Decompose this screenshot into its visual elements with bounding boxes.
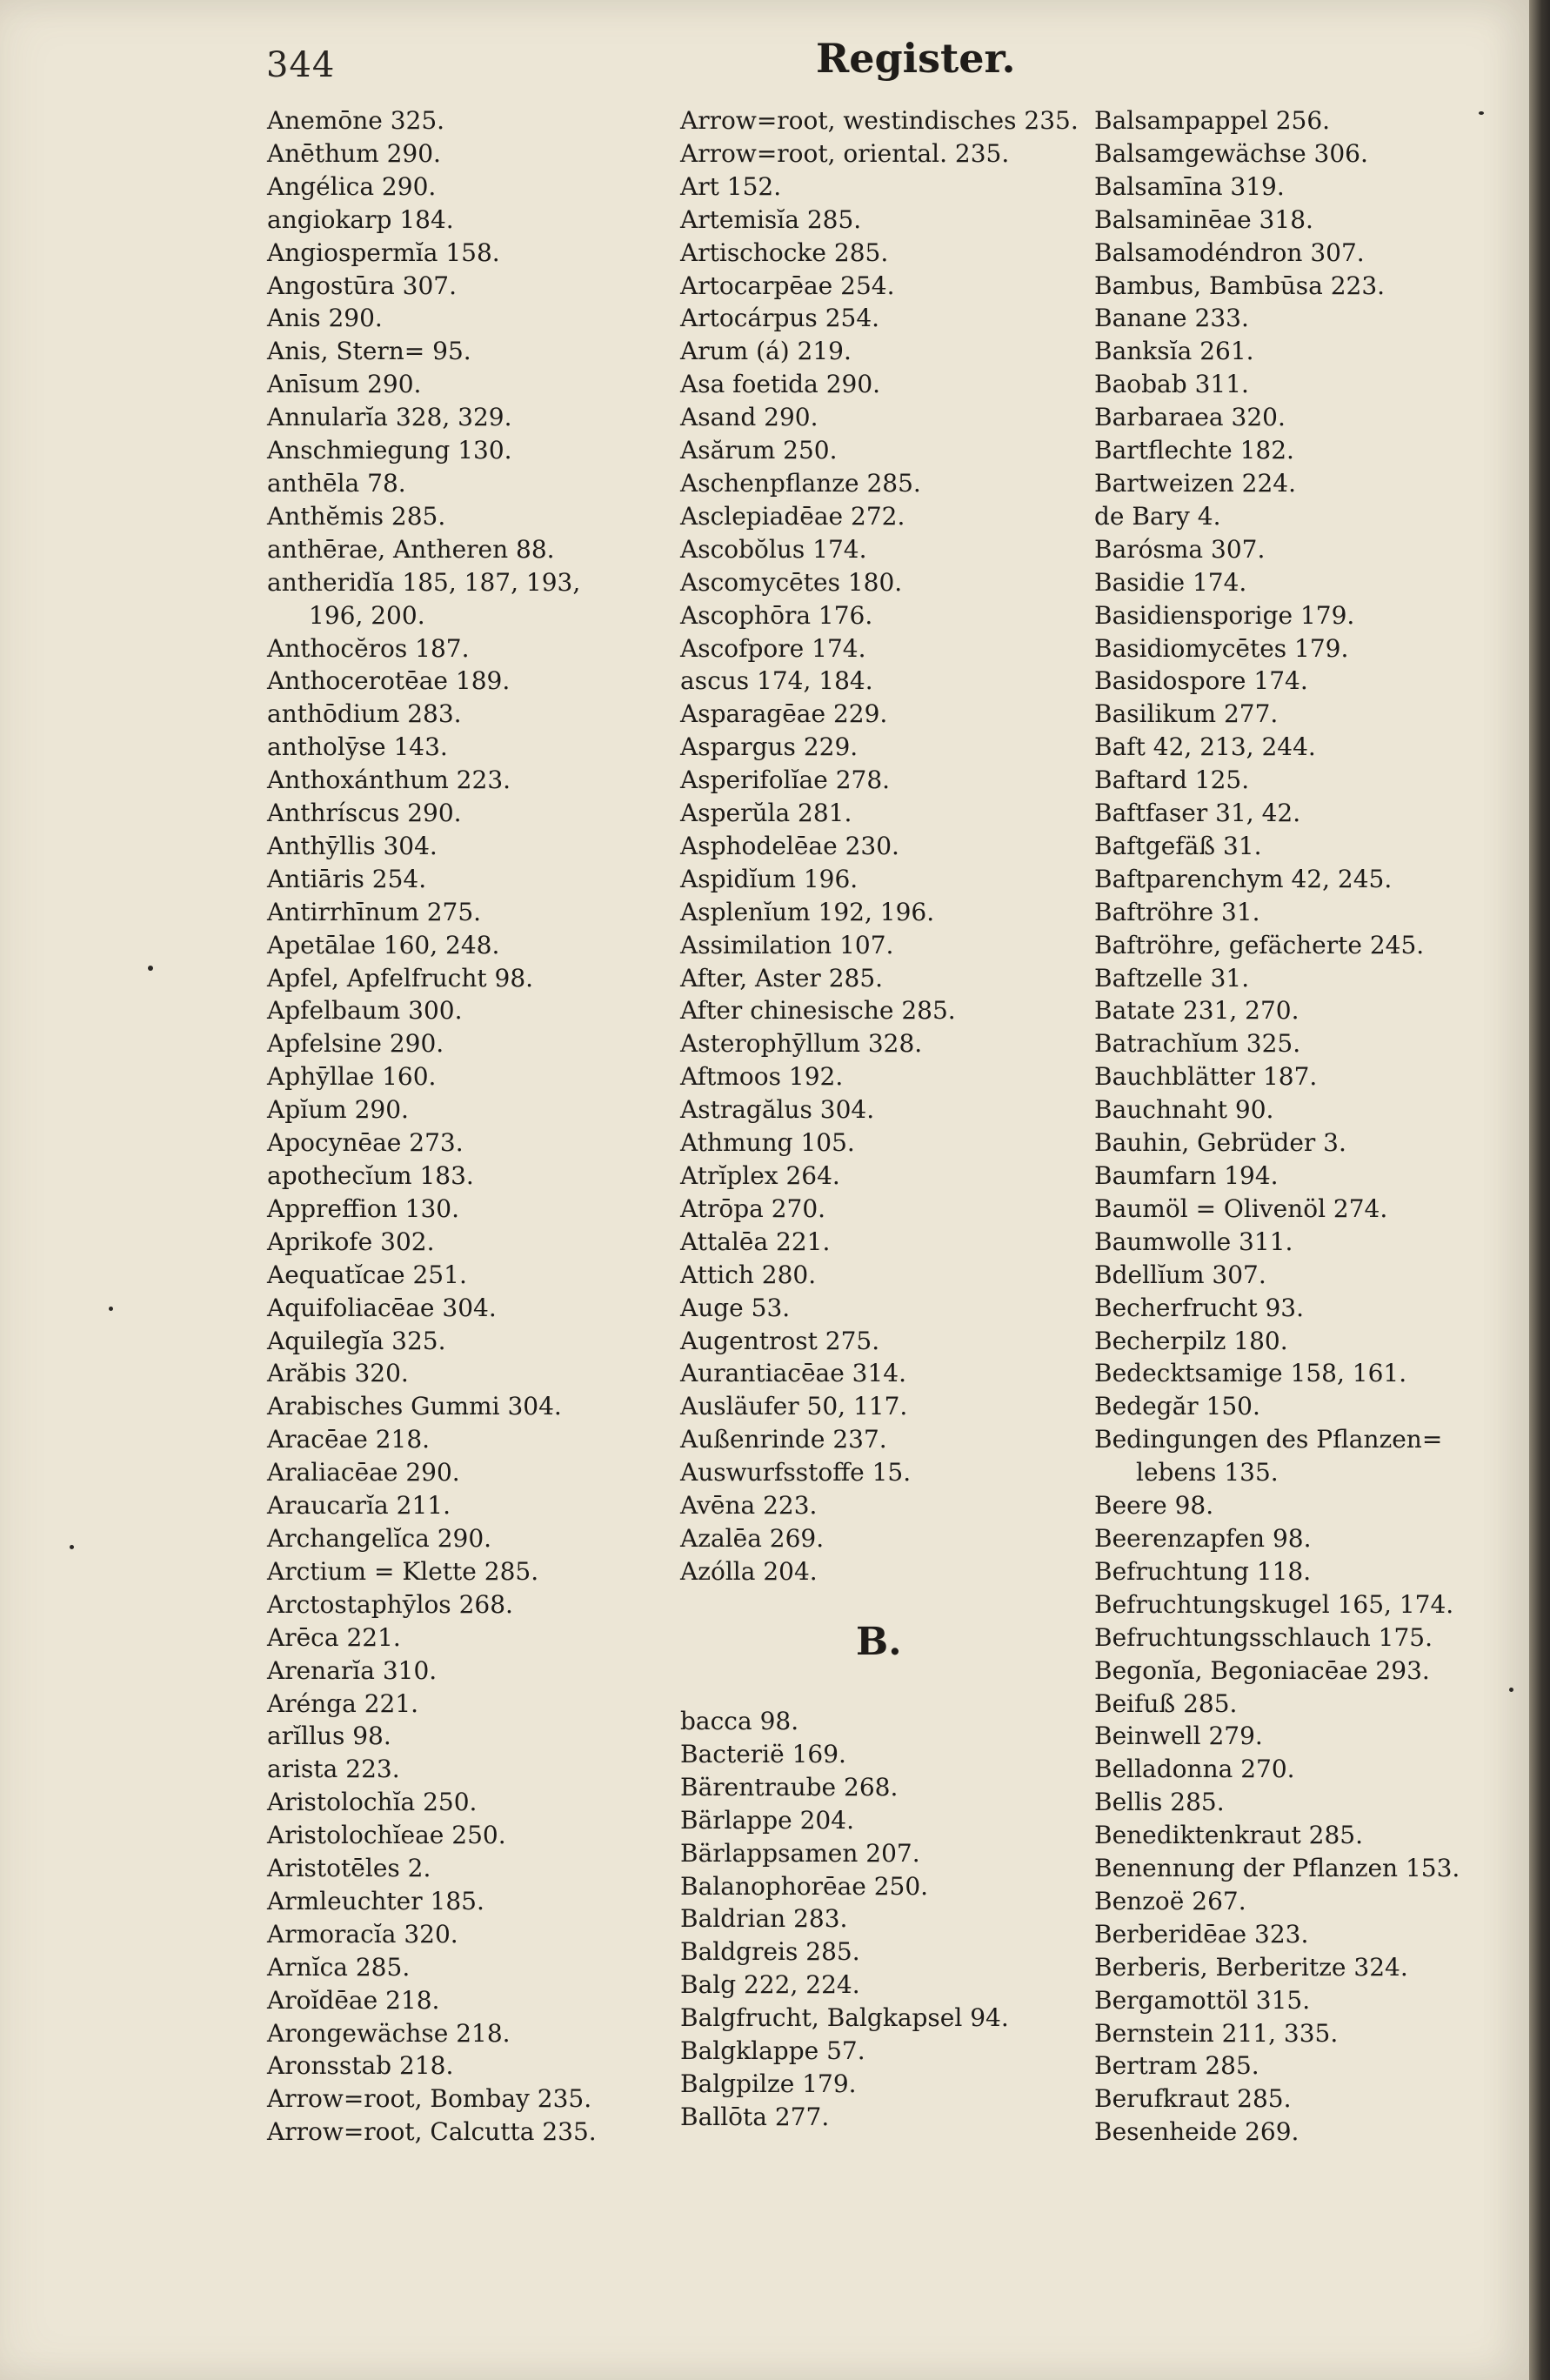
index-entry: Bernstein 211, 335. bbox=[1094, 2018, 1339, 2048]
index-entry: Basilikum 277. bbox=[1094, 699, 1279, 729]
index-entry: Ascobŏlus 174. bbox=[680, 534, 867, 564]
index-entry: Antirrhīnum 275. bbox=[267, 897, 482, 926]
ink-speck bbox=[70, 1545, 74, 1549]
index-entry: Bedingungen des Pflanzen= bbox=[1094, 1425, 1443, 1454]
index-entry: Anthoxánthum 223. bbox=[267, 765, 511, 795]
index-entry: Bacterië 169. bbox=[680, 1739, 846, 1768]
index-entry: Baftparenchym 42, 245. bbox=[1094, 864, 1393, 893]
index-entry: Becherpilz 180. bbox=[1094, 1326, 1288, 1355]
index-entry: Balgfrucht, Balgkapsel 94. bbox=[680, 2003, 1009, 2033]
index-entry: Arrow=root, westindisches 235. bbox=[680, 106, 1079, 135]
index-entry: Aspidĭum 196. bbox=[680, 864, 859, 893]
index-entry: anthērae, Antheren 88. bbox=[267, 534, 555, 564]
index-entry: Anthȳllis 304. bbox=[267, 831, 438, 860]
index-entry: Basidospore 174. bbox=[1094, 666, 1308, 696]
index-entry: Bärentraube 268. bbox=[680, 1772, 899, 1802]
index-entry: Baumwolle 311. bbox=[1094, 1227, 1293, 1256]
index-entry: Batate 231, 270. bbox=[1094, 996, 1299, 1026]
index-entry: anthōdium 283. bbox=[267, 699, 462, 729]
page-number: 344 bbox=[266, 45, 336, 85]
book-gutter-edge bbox=[1529, 0, 1550, 2380]
index-entry: Basidie 174. bbox=[1094, 567, 1247, 597]
index-entry: de Bary 4. bbox=[1094, 501, 1221, 531]
index-entry: Asparagēae 229. bbox=[680, 699, 888, 729]
index-entry: Balanophorēae 250. bbox=[680, 1871, 929, 1901]
index-entry: Apfel, Apfelfrucht 98. bbox=[267, 963, 534, 993]
index-entry: angiokarp 184. bbox=[267, 204, 454, 234]
index-entry: Banane 233. bbox=[1094, 304, 1249, 333]
index-entry: Befruchtungsschlauch 175. bbox=[1094, 1622, 1433, 1652]
ink-speck bbox=[109, 1307, 113, 1311]
index-entry: Befruchtung 118. bbox=[1094, 1556, 1312, 1586]
index-entry: Berberidēae 323. bbox=[1094, 1919, 1309, 1949]
index-entry: Beinwell 279. bbox=[1094, 1721, 1263, 1751]
index-entry: Asărum 250. bbox=[680, 436, 838, 465]
index-entry: Anīsum 290. bbox=[267, 370, 422, 399]
index-entry: Balsamgewächse 306. bbox=[1094, 138, 1368, 168]
index-entry: Arrow=root, oriental. 235. bbox=[680, 138, 1010, 168]
index-entry: Arénga 221. bbox=[267, 1688, 419, 1718]
index-entry: Arum (á) 219. bbox=[680, 337, 852, 366]
ink-speck bbox=[1479, 111, 1484, 115]
index-entry: Basidiomycētes 179. bbox=[1094, 633, 1349, 663]
index-entry: Beere 98. bbox=[1094, 1491, 1214, 1521]
index-entry: Arabisches Gummi 304. bbox=[267, 1392, 562, 1421]
index-entry: Arctium = Klette 285. bbox=[267, 1556, 539, 1586]
index-entry: After chinesische 285. bbox=[680, 996, 956, 1026]
index-entry: Apetālae 160, 248. bbox=[267, 930, 500, 959]
index-entry: Benediktenkraut 285. bbox=[1094, 1821, 1364, 1850]
index-entry: Aristotēles 2. bbox=[267, 1854, 431, 1883]
index-entry: Asplenĭum 192, 196. bbox=[680, 897, 935, 926]
index-entry: Anēthum 290. bbox=[267, 138, 441, 168]
index-entry: Apocynēae 273. bbox=[267, 1128, 464, 1158]
index-entry: Arrow=root, Bombay 235. bbox=[267, 2084, 592, 2114]
index-entry: Aprikofe 302. bbox=[267, 1227, 435, 1256]
index-entry: Bärlappe 204. bbox=[680, 1805, 854, 1835]
index-column-3 bbox=[1094, 104, 1529, 2149]
index-entry: Aronsstab 218. bbox=[267, 2051, 454, 2081]
index-entry: Bärlappsamen 207. bbox=[680, 1838, 920, 1868]
index-entry: Astragălus 304. bbox=[680, 1095, 875, 1125]
index-entry: Aschenpflanze 285. bbox=[680, 468, 921, 498]
index-entry: Assimilation 107. bbox=[680, 930, 894, 959]
index-entry: Angiospermĭa 158. bbox=[267, 237, 500, 267]
index-entry: Becherfrucht 93. bbox=[1094, 1293, 1304, 1322]
ink-speck bbox=[1509, 1688, 1513, 1692]
index-entry: Ausläufer 50, 117. bbox=[680, 1392, 908, 1421]
index-entry: Baft 42, 213, 244. bbox=[1094, 732, 1316, 762]
index-entry: Anschmiegung 130. bbox=[267, 436, 512, 465]
index-entry: Barbaraea 320. bbox=[1094, 403, 1286, 432]
index-entry: Arnĭca 285. bbox=[267, 1952, 411, 1982]
index-entry: Atrōpa 270. bbox=[680, 1193, 826, 1223]
index-entry: Asclepiadēae 272. bbox=[680, 501, 905, 531]
index-entry: Aurantiacēae 314. bbox=[680, 1359, 907, 1388]
index-entry: Baumfarn 194. bbox=[1094, 1161, 1279, 1190]
index-entry: antheridĭa 185, 187, 193, bbox=[267, 567, 581, 597]
index-entry: Appreffion 130. bbox=[267, 1193, 460, 1223]
index-entry: Aquifoliacēae 304. bbox=[267, 1293, 497, 1322]
index-entry: Aroĭdēae 218. bbox=[267, 1985, 440, 2015]
index-entry: Apĭum 290. bbox=[267, 1095, 409, 1125]
index-entry: Balgklappe 57. bbox=[680, 2036, 865, 2066]
index-entry: bacca 98. bbox=[680, 1707, 799, 1735]
index-entry: Avēna 223. bbox=[680, 1491, 818, 1521]
index-entry: Balsamodéndron 307. bbox=[1094, 237, 1365, 267]
index-entry: Befruchtungskugel 165, 174. bbox=[1094, 1589, 1454, 1619]
index-entry: Araucarĭa 211. bbox=[267, 1491, 451, 1521]
index-entry: Baumöl = Olivenöl 274. bbox=[1094, 1193, 1388, 1223]
index-entry: lebens 135. bbox=[1136, 1458, 1279, 1488]
ink-speck bbox=[148, 966, 153, 971]
index-entry: Armleuchter 185. bbox=[267, 1886, 484, 1915]
index-entry: Bertram 285. bbox=[1094, 2051, 1259, 2081]
index-entry: Bergamottöl 315. bbox=[1094, 1985, 1311, 2015]
index-entry: Bauhin, Gebrüder 3. bbox=[1094, 1128, 1346, 1158]
index-entry: Anis 290. bbox=[267, 304, 383, 333]
index-entry: Baftröhre 31. bbox=[1094, 897, 1260, 926]
index-entry: Artischocke 285. bbox=[680, 237, 889, 267]
index-entry: arista 223. bbox=[267, 1755, 400, 1784]
index-entry: Begonĭa, Begoniacēae 293. bbox=[1094, 1655, 1430, 1685]
index-entry: Apfelbaum 300. bbox=[267, 996, 463, 1026]
index-entry: Ascofpore 174. bbox=[680, 633, 866, 663]
index-entry: Arēca 221. bbox=[267, 1622, 401, 1652]
index-entry: Baldgreis 285. bbox=[680, 1937, 860, 1967]
index-entry: Anthocerotēae 189. bbox=[267, 666, 511, 696]
index-entry: Balsampappel 256. bbox=[1094, 106, 1331, 135]
index-entry: Arrow=root, Calcutta 235. bbox=[267, 2117, 597, 2147]
index-entry: Anis, Stern= 95. bbox=[267, 337, 471, 366]
index-entry: Armoracĭa 320. bbox=[267, 1919, 458, 1949]
index-entry: Attich 280. bbox=[680, 1260, 817, 1289]
index-entry: Attalēa 221. bbox=[680, 1227, 831, 1256]
index-entry: Basidiensporige 179. bbox=[1094, 600, 1355, 630]
index-entry: Asand 290. bbox=[680, 403, 818, 432]
index-entry: Aristolochĭa 250. bbox=[267, 1788, 478, 1817]
index-entry: 196, 200. bbox=[309, 600, 425, 630]
index-entry: After, Aster 285. bbox=[680, 963, 884, 993]
index-entry: Bdellĭum 307. bbox=[1094, 1260, 1266, 1289]
index-entry: Apfelsine 290. bbox=[267, 1029, 444, 1059]
index-entry: Antiāris 254. bbox=[267, 864, 427, 893]
index-entry: Aquilegĭa 325. bbox=[267, 1326, 446, 1355]
index-entry: Berberis, Berberitze 324. bbox=[1094, 1952, 1408, 1982]
index-entry: Anthríscus 290. bbox=[267, 799, 462, 828]
index-entry: Beifuß 285. bbox=[1094, 1688, 1238, 1718]
index-entry: Art 152. bbox=[680, 171, 782, 201]
index-entry: Baftzelle 31. bbox=[1094, 963, 1250, 993]
index-entry: Aphȳllae 160. bbox=[267, 1062, 437, 1092]
index-entry: Baftröhre, gefächerte 245. bbox=[1094, 930, 1425, 959]
index-entry: Balsamīna 319. bbox=[1094, 171, 1285, 201]
index-entry: Asperŭla 281. bbox=[680, 799, 852, 828]
index-entry: Augentrost 275. bbox=[680, 1326, 880, 1355]
index-entry: Aftmoos 192. bbox=[680, 1062, 844, 1092]
index-entry: Arenarĭa 310. bbox=[267, 1655, 438, 1685]
index-entry: Auge 53. bbox=[680, 1293, 791, 1322]
index-column-2 bbox=[680, 104, 1098, 1588]
index-entry: Barósma 307. bbox=[1094, 534, 1266, 564]
index-entry: Ascomycētes 180. bbox=[680, 567, 903, 597]
index-entry: Aspargus 229. bbox=[680, 732, 859, 762]
index-entry: Anthĕmis 285. bbox=[267, 501, 446, 531]
index-entry: Batrachĭum 325. bbox=[1094, 1029, 1301, 1059]
index-entry: Baobab 311. bbox=[1094, 370, 1249, 399]
index-entry: Artemisĭa 285. bbox=[680, 204, 862, 234]
index-entry: Bedegăr 150. bbox=[1094, 1392, 1260, 1421]
index-entry: Asterophȳllum 328. bbox=[680, 1029, 923, 1059]
index-entry: Bedecktsamige 158, 161. bbox=[1094, 1359, 1407, 1388]
index-entry: Araliacēae 290. bbox=[267, 1458, 460, 1488]
index-entry: Ballōta 277. bbox=[680, 2102, 830, 2131]
index-entry: Aristolochĭeae 250. bbox=[267, 1821, 506, 1850]
index-entry: Benzoë 267. bbox=[1094, 1886, 1246, 1915]
index-entry: Arăbis 320. bbox=[267, 1359, 409, 1388]
index-entry: anthēla 78. bbox=[267, 468, 406, 498]
index-entry: Anthocĕros 187. bbox=[267, 633, 470, 663]
index-entry: Baldrian 283. bbox=[680, 1904, 848, 1934]
index-entry: Besenheide 269. bbox=[1094, 2117, 1299, 2147]
index-entry: ascus 174, 184. bbox=[680, 666, 873, 696]
section-letter-b: B. bbox=[856, 1620, 902, 1664]
index-entry: Angostūra 307. bbox=[267, 271, 458, 300]
index-column-2-b-section bbox=[680, 1705, 1009, 2134]
index-entry: Bauchnaht 90. bbox=[1094, 1095, 1274, 1125]
index-entry: Archangelĭca 290. bbox=[267, 1523, 492, 1553]
index-entry: Bambus, Bambūsa 223. bbox=[1094, 271, 1386, 300]
index-entry: Baftgefäß 31. bbox=[1094, 831, 1262, 860]
index-entry: Athmung 105. bbox=[680, 1128, 855, 1158]
index-entry: Artocarpēae 254. bbox=[680, 271, 895, 300]
index-entry: Berufkraut 285. bbox=[1094, 2084, 1292, 2114]
index-entry: arĭllus 98. bbox=[267, 1721, 391, 1751]
index-entry: Arctostaphȳlos 268. bbox=[267, 1589, 513, 1619]
index-entry: Balsaminēae 318. bbox=[1094, 204, 1313, 234]
index-entry: Artocárpus 254. bbox=[680, 304, 880, 333]
index-entry: Bartweizen 224. bbox=[1094, 468, 1296, 498]
index-entry: Auswurfsstoffe 15. bbox=[680, 1458, 912, 1488]
index-column-1 bbox=[267, 104, 650, 2149]
index-entry: Asa foetida 290. bbox=[680, 370, 881, 399]
index-entry: antholȳse 143. bbox=[267, 732, 448, 762]
index-entry: Atrĭplex 264. bbox=[680, 1161, 840, 1190]
index-entry: Beerenzapfen 98. bbox=[1094, 1523, 1312, 1553]
index-entry: Baftfaser 31, 42. bbox=[1094, 799, 1301, 828]
index-entry: Belladonna 270. bbox=[1094, 1755, 1295, 1784]
index-entry: Arongewächse 218. bbox=[267, 2018, 511, 2048]
index-entry: Annularĭa 328, 329. bbox=[267, 403, 512, 432]
index-entry: Balg 222, 224. bbox=[680, 1970, 860, 2000]
index-entry: Aracēae 218. bbox=[267, 1425, 431, 1454]
index-entry: Azalēa 269. bbox=[680, 1523, 825, 1553]
index-entry: Aequatĭcae 251. bbox=[267, 1260, 467, 1289]
index-entry: Banksĭa 261. bbox=[1094, 337, 1254, 366]
index-entry: Baftard 125. bbox=[1094, 765, 1250, 795]
index-entry: Ascophōra 176. bbox=[680, 600, 873, 630]
index-entry: Angélica 290. bbox=[267, 171, 437, 201]
index-entry: apothecĭum 183. bbox=[267, 1161, 474, 1190]
index-entry: Benennung der Pflanzen 153. bbox=[1094, 1854, 1460, 1883]
index-entry: Bellis 285. bbox=[1094, 1788, 1225, 1817]
index-entry: Azólla 204. bbox=[680, 1556, 818, 1586]
index-entry: Bartflechte 182. bbox=[1094, 436, 1294, 465]
index-entry: Asperifolĭae 278. bbox=[680, 765, 891, 795]
page-title: Register. bbox=[816, 35, 1016, 82]
index-entry: Bauchblätter 187. bbox=[1094, 1062, 1318, 1092]
index-entry: Asphodelēae 230. bbox=[680, 831, 899, 860]
index-entry: Außenrinde 237. bbox=[680, 1425, 887, 1454]
index-entry: Anemōne 325. bbox=[267, 106, 445, 135]
index-entry: Balgpilze 179. bbox=[680, 2069, 857, 2098]
